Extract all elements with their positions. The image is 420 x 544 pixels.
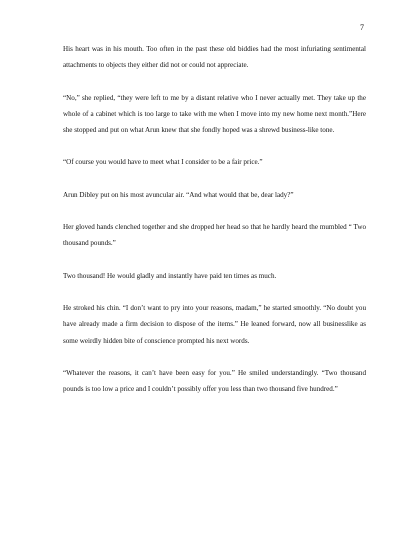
paragraph-4: Arun Dibley put on his most avuncular air. “And what would that be, dear lady?” — [63, 190, 294, 199]
paragraph-1: His heart was in his mouth. Too often in the past these old biddies had the most infuriating sentimental attachments to objects they either did not or could not appreciate. — [63, 45, 366, 70]
paragraph-3: “Of course you would have to meet what I consider to be a fair price.” — [63, 158, 263, 167]
paragraph-8: “Whatever the reasons, it can’t have been easy for you.” He smiled understandingly. “Two thousand pounds is too low a price and I couldn’t possibly offer you less than two thousand five hundred.” — [63, 368, 366, 394]
paragraph-7: He stroked his chin. “I don’t want to pry into your reasons, madam,” he started smoothly. “No doubt you have already made a firm decision to dispose of the items.” He leaned forward, now all businesslike as some weirdly hidden bite of conscience prompted his next words. — [63, 304, 366, 345]
page-number: 7 — [360, 23, 364, 32]
body-text — [63, 41, 366, 414]
paragraph-2: “No,” she replied, “they were left to me by a distant relative who I never actually met. They take up the whole of a cabinet which is too large to take with me when I move into my new home next month.”Here she stopped and put on what Arun knew that she fondly hoped was a shrewd business-like tone. — [63, 93, 366, 134]
paragraph-5: Her gloved hands clenched together and she dropped her head so that he hardly heard the mumbled “ Two thousand pounds.” — [63, 223, 366, 248]
paragraph-6: Two thousand! He would gladly and instantly have paid ten times as much. — [63, 271, 277, 280]
